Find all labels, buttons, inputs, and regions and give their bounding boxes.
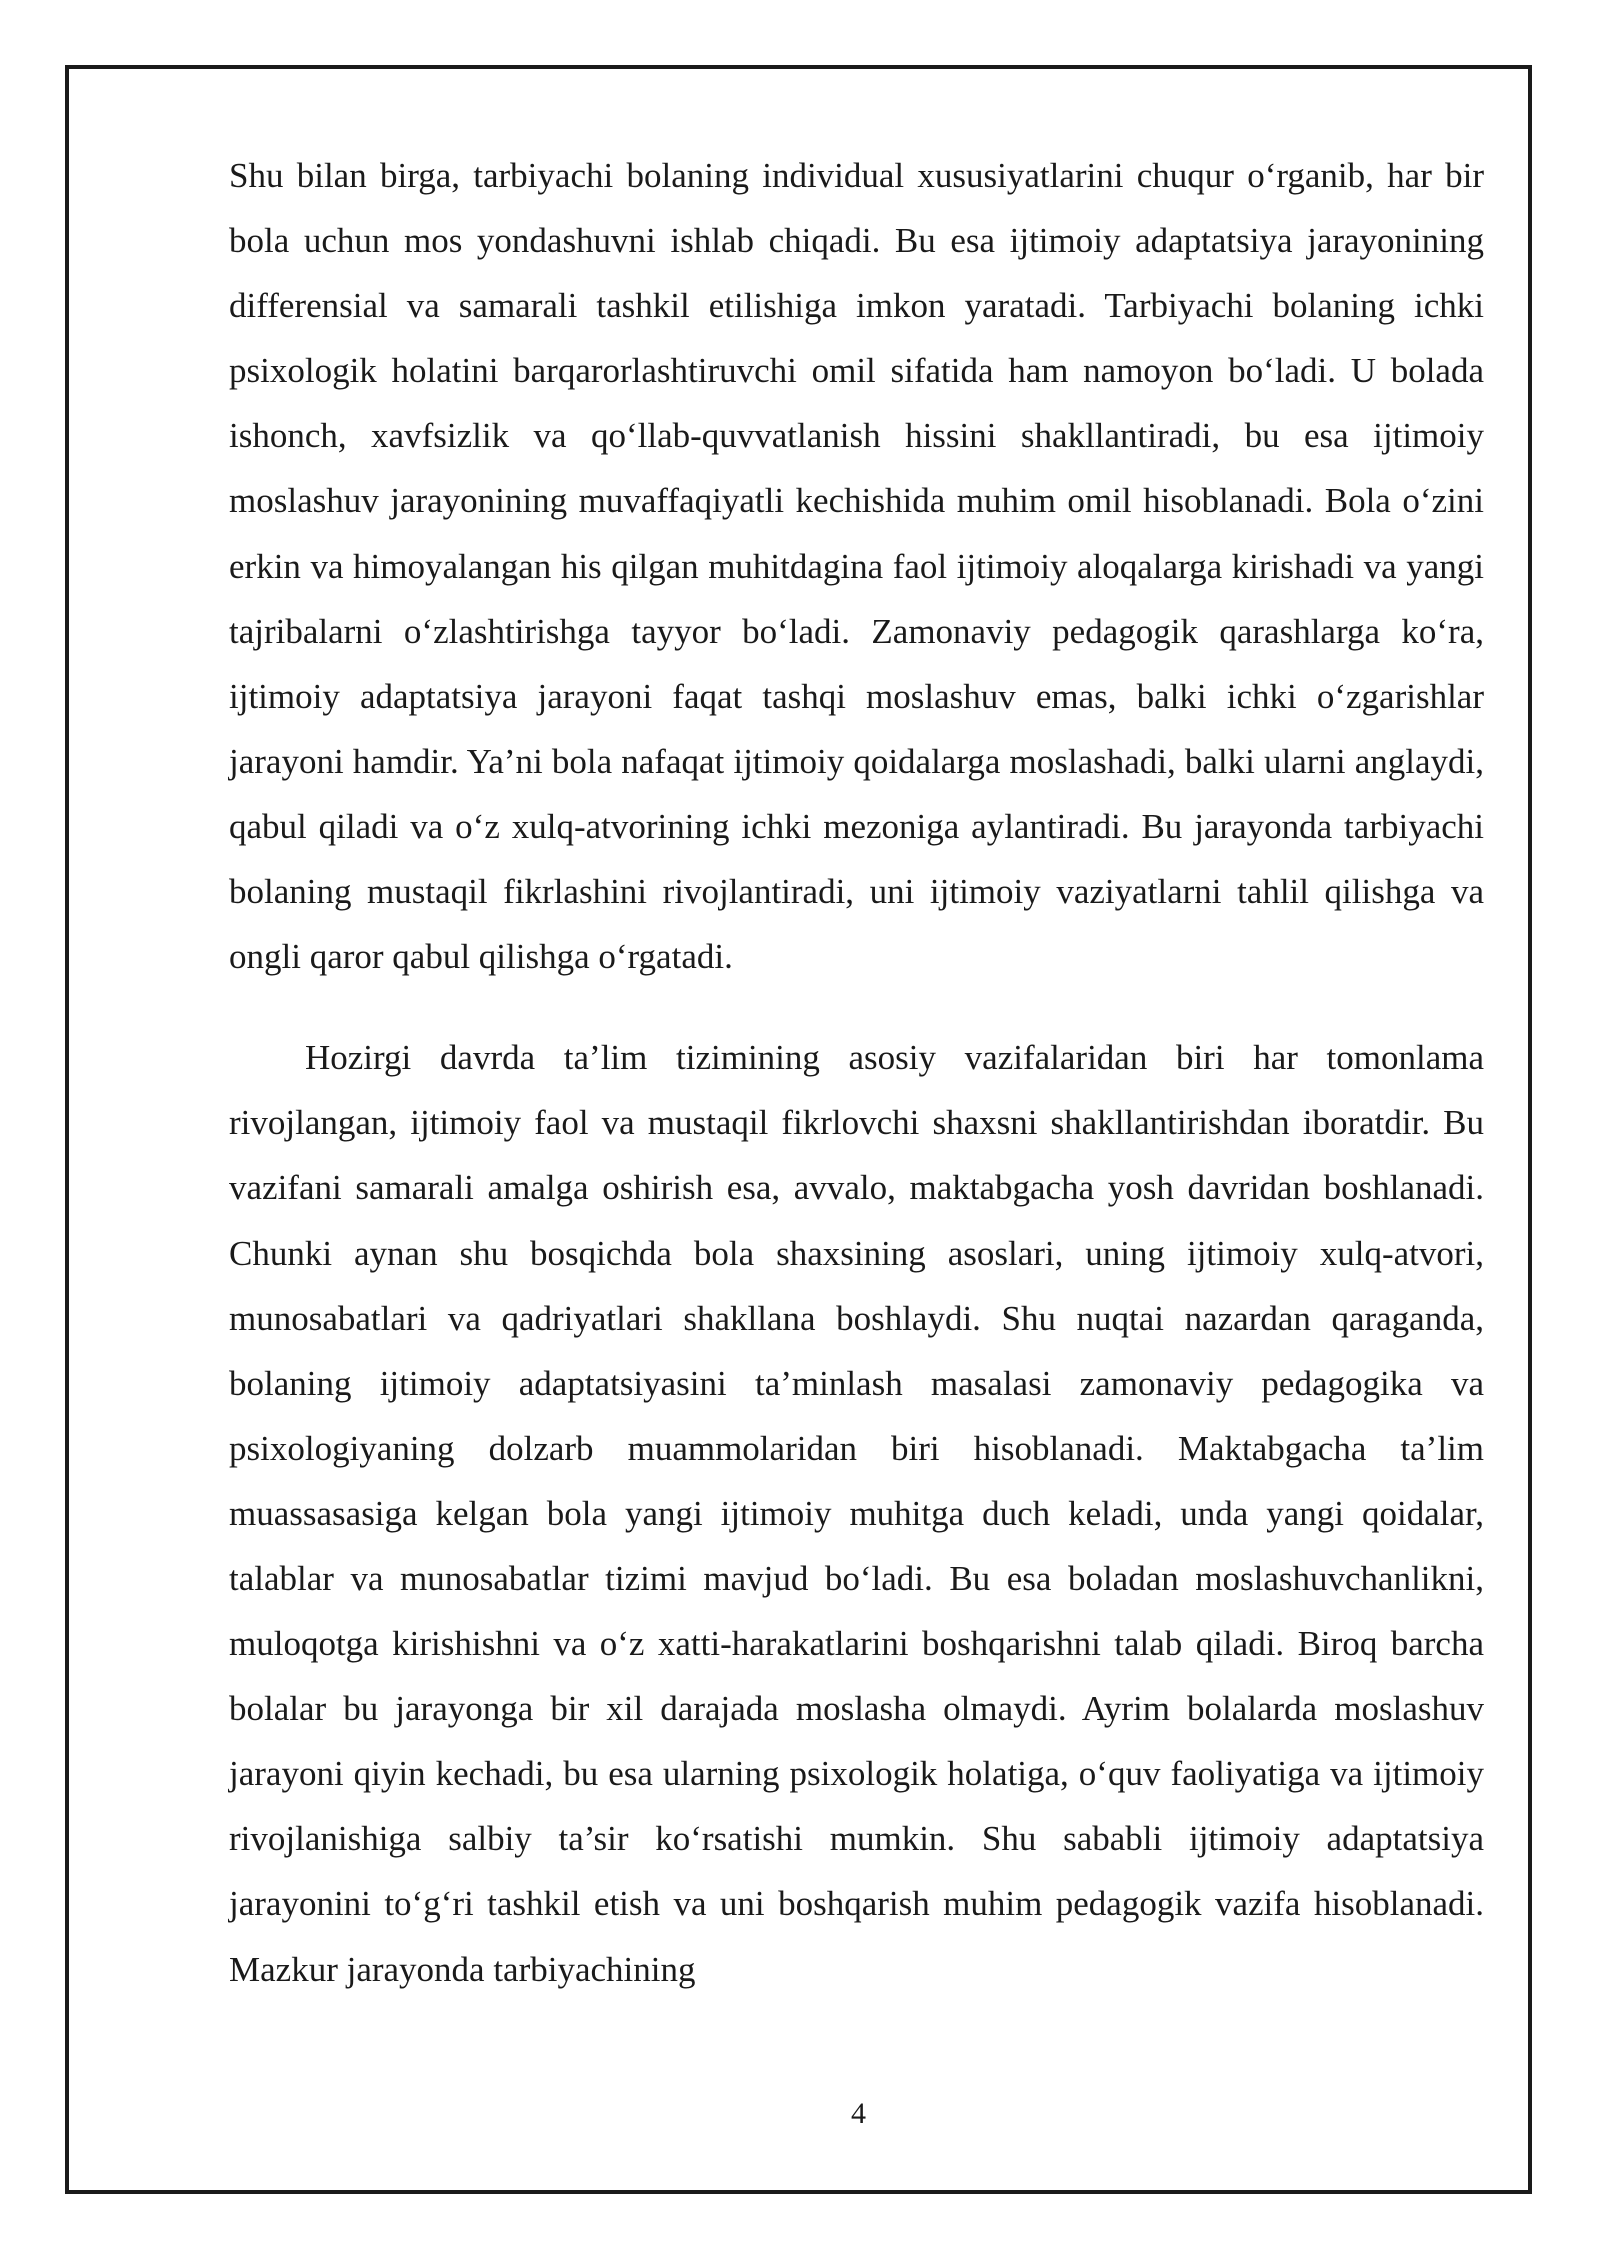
paragraph-2: Hozirgi davrda ta’lim tizimining asosiy vazifalaridan biri har tomonlama rivojlangan, ijtimoiy faol va mustaqil fikrlovchi shaxsni shakllantirishdan iboratdir. Bu vazifani samarali amalga oshirish esa, avvalo, maktabgacha yosh davridan boshlanadi. Chunki aynan shu bosqichda bola shaxsining asoslari, uning ijtimoiy xulq-atvori, munosabatlari va qadriyatlari shakllana boshlaydi. Shu nuqtai nazardan qaraganda, bolaning ijtimoiy adaptatsiyasini ta’minlash masalasi zamonaviy pedagogika va psixologiyaning dolzarb muammolaridan biri hisoblanadi. Maktabgacha ta’lim muassasasiga kelgan bola yangi ijtimoiy muhitga duch keladi, unda yangi qoidalar, talablar va munosabatlar tizimi mavjud bo‘ladi. Bu esa boladan moslashuvchanlikni, muloqotga kirishishni va o‘z xatti-harakatlarini boshqarishni talab qiladi. Biroq barcha bolalar bu jarayonga bir xil darajada moslasha olmaydi. Ayrim bolalarda moslashuv jarayoni qiyin kechadi, bu esa ularning psixologik holatiga, o‘quv faoliyatiga va ijtimoiy rivojlanishiga salbiy ta’sir ko‘rsatishi mumkin. Shu sababli ijtimoiy adaptatsiya jarayonini to‘g‘ri tashkil etish va uni boshqarish muhim pedagogik vazifa hisoblanadi. Mazkur jarayonda tarbiyachining bbox=[229, 1038, 1484, 1989]
paragraph-1: Shu bilan birga, tarbiyachi bolaning individual xususiyatlarini chuqur o‘rganib, har bir bola uchun mos yondashuvni ishlab chiqadi. Bu esa ijtimoiy adaptatsiya jarayonining differensial va samarali tashkil etilishiga imkon yaratadi. Tarbiyachi bolaning ichki psixologik holatini barqarorlashtiruvchi omil sifatida ham namoyon bo‘ladi. U bolada ishonch, xavfsizlik va qo‘llab-quvvatlanish hissini shakllantiradi, bu esa ijtimoiy moslashuv jarayonining muvaffaqiyatli kechishida muhim omil hisoblanadi. Bola o‘zini erkin va himoyalangan his qilgan muhitdagina faol ijtimoiy aloqalarga kirishadi va yangi tajribalarni o‘zlashtirishga tayyor bo‘ladi. Zamonaviy pedagogik qarashlarga ko‘ra, ijtimoiy adaptatsiya jarayoni faqat tashqi moslashuv emas, balki ichki o‘zgarishlar jarayoni hamdir. Ya’ni bola nafaqat ijtimoiy qoidalarga moslashadi, balki ularni anglaydi, qabul qiladi va o‘z xulq-atvorining ichki mezoniga aylantiradi. Bu jarayonda tarbiyachi bolaning mustaqil fikrlashini rivojlantiradi, uni ijtimoiy vaziyatlarni tahlil qilishga va ongli qaror qabul qilishga o‘rgatadi. bbox=[229, 156, 1484, 977]
body-text bbox=[229, 143, 1484, 2002]
page-number: 4 bbox=[851, 2097, 866, 2130]
